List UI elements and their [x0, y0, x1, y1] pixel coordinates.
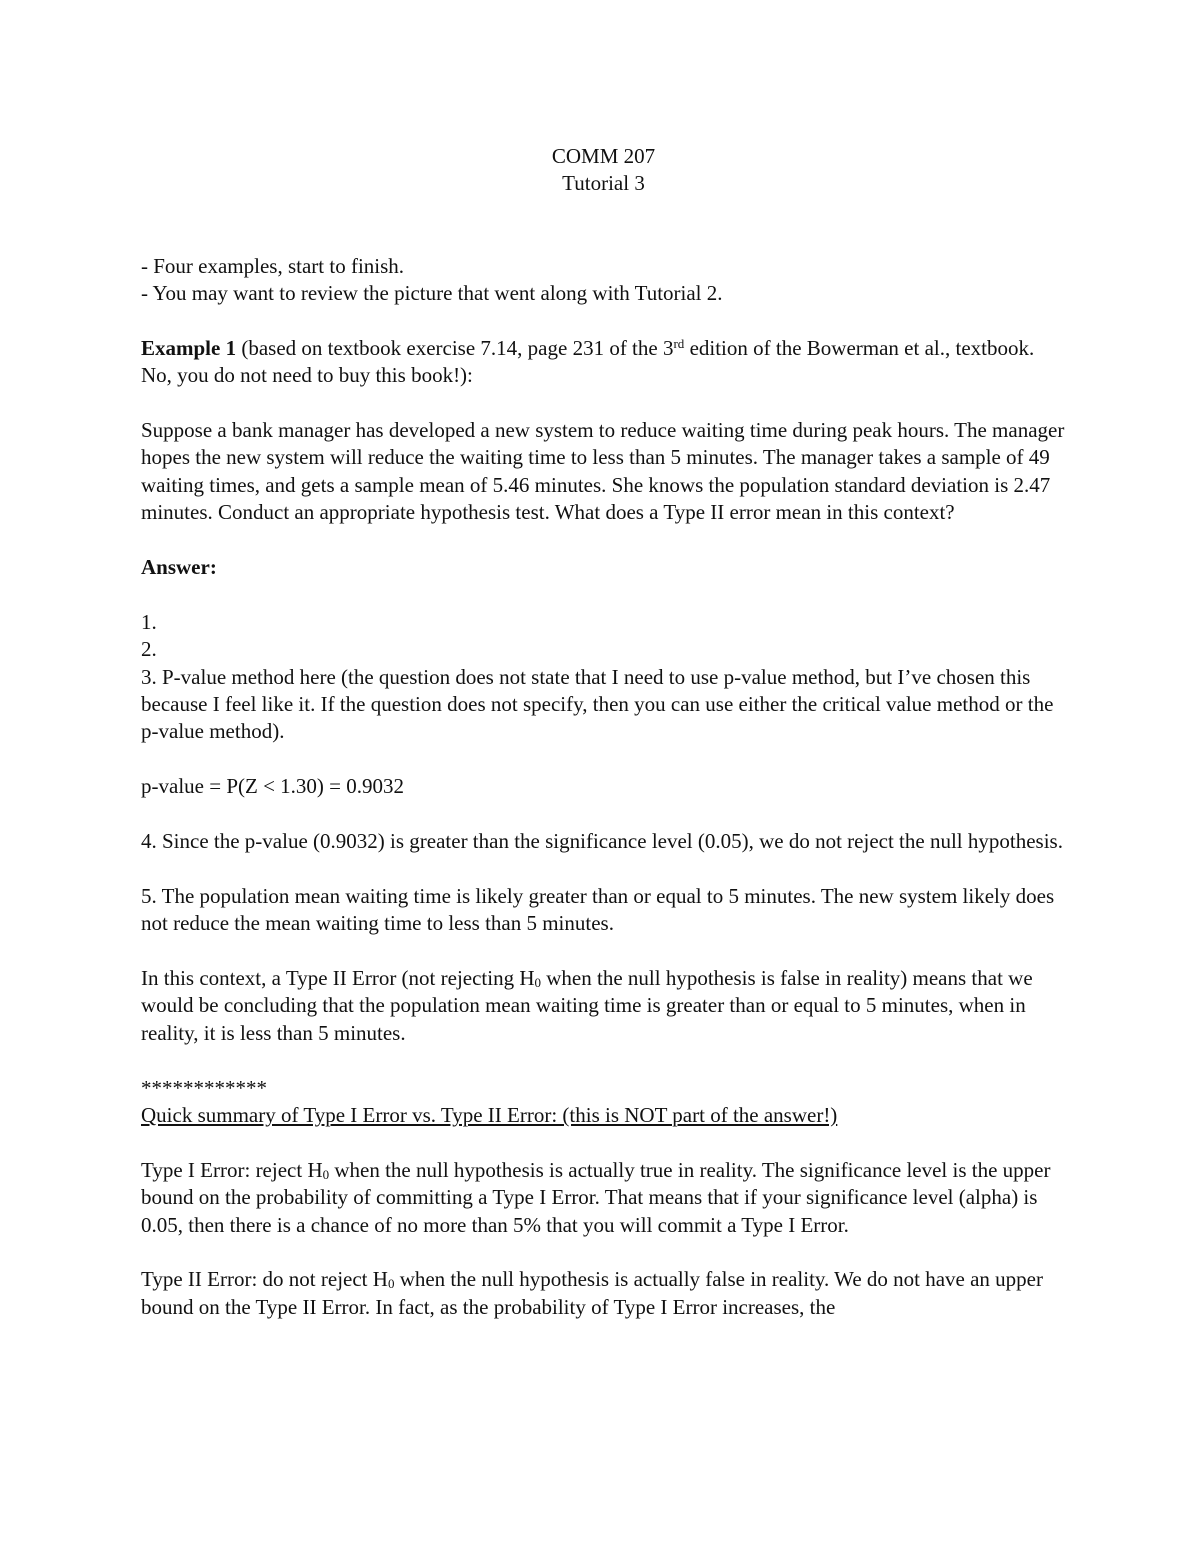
type-1-error-b: when the null hypothesis is actually true in reality. The significance level is the upper bound on the probability of committing a Type I Error. That means that if your significance level (alpha) is 0.05, then there is a chance of no more than 5% that you will commit a Type I Error. — [141, 1157, 1051, 1237]
example-1-header — [141, 335, 1066, 390]
tutorial-title: Tutorial 3 — [562, 171, 645, 196]
intro-line-1: - Four examples, start to finish. — [141, 253, 405, 278]
separator-stars: ************ — [141, 1075, 267, 1100]
type-2-error-a: Type II Error: do not reject H — [141, 1267, 388, 1292]
type-2-context-a: In this context, a Type II Error (not rejecting H — [141, 966, 535, 991]
type-2-error-paragraph — [141, 1266, 1066, 1321]
type-1-error-sub: 0 — [322, 1166, 330, 1182]
type-2-error-b: when the null hypothesis is actually false in reality. We do not have an upper bound on the Type II Error. In fact, as the probability of Type I Error increases, the — [141, 1267, 1043, 1319]
example-1-source-sup: rd — [673, 335, 685, 351]
type-1-error-paragraph — [141, 1157, 1066, 1239]
answer-step-4: 4. Since the p-value (0.9032) is greater than the significance level (0.05), we do not reject the null hypothesis. — [141, 829, 1063, 854]
answer-step-2: 2. — [141, 637, 157, 662]
example-1-source-a: (based on textbook exercise 7.14, page 231 of the 3 — [236, 335, 674, 360]
answer-step-3: 3. P-value method here (the question does not state that I need to use p-value method, but I’ve chosen this because I feel like it. If the question does not specify, then you can use either the critical value method or the p-value method). — [141, 664, 1054, 744]
type-2-context-b: when the null hypothesis is false in reality) means that we would be concluding that the population mean waiting time is greater than or equal to 5 minutes, when in reality, it is less than 5 minutes. — [141, 966, 1033, 1045]
answer-step-1: 1. — [141, 609, 157, 634]
answer-heading: Answer: — [141, 555, 217, 580]
answer-step-5: 5. The population mean waiting time is likely greater than or equal to 5 minutes. The new system likely does not reduce the mean waiting time to less than 5 minutes. — [141, 883, 1055, 936]
p-value-calculation: p-value = P(Z < 1.30) = 0.9032 — [141, 774, 404, 799]
example-1-label: Example 1 — [141, 335, 237, 360]
example-1-source-b: edition of the Bowerman et al., textbook. No, you do not need to buy this book!): — [141, 335, 1035, 388]
example-1-question: Suppose a bank manager has developed a new system to reduce waiting time during peak hours. The manager hopes the new system will reduce the waiting time to less than 5 minutes. The manager takes a sample of 49 waiting times, and gets a sample mean of 5.46 minutes. She knows the population standard deviation is 2.47 minutes. Conduct an appropriate hypothesis test. What does a Type II error mean in this context? — [141, 418, 1065, 525]
type-2-error-sub: 0 — [387, 1276, 395, 1292]
summary-title: Quick summary of Type I Error vs. Type II Error: (this is NOT part of the answer!) — [141, 1103, 838, 1128]
document-body — [141, 143, 1066, 1321]
course-title: COMM 207 — [551, 144, 656, 168]
intro-line-2: - You may want to review the picture that went along with Tutorial 2. — [141, 281, 723, 305]
type-2-context-paragraph — [141, 965, 1066, 1047]
type-1-error-a: Type I Error: reject H — [141, 1157, 323, 1182]
type-2-context-sub: 0 — [534, 975, 542, 991]
